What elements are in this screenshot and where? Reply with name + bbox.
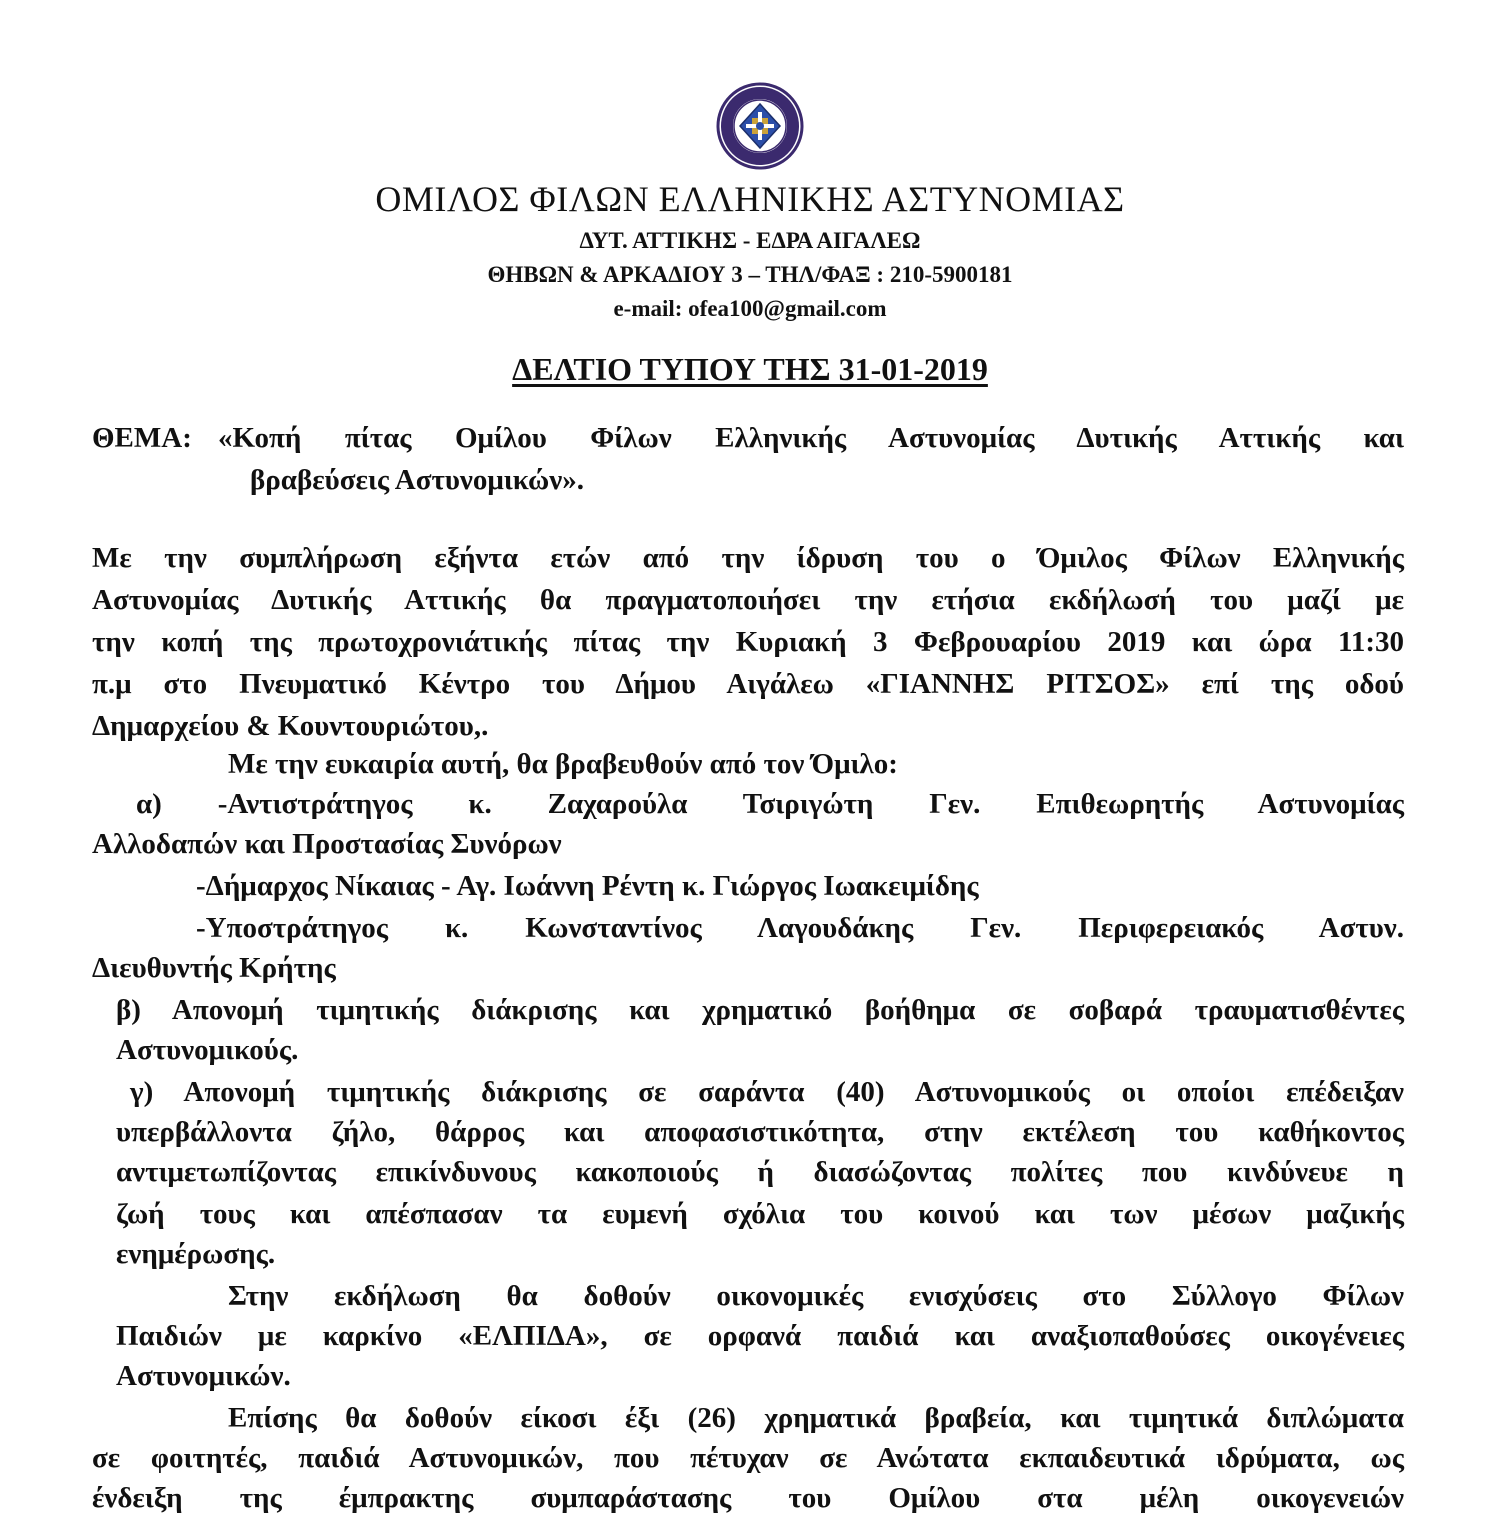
award-item-a-line: Αλλοδαπών και Προστασίας Συνόρων bbox=[92, 828, 562, 860]
award-item-b-line: Αστυνομικούς. bbox=[116, 1034, 299, 1066]
subject-label: ΘΕΜΑ: bbox=[92, 422, 192, 454]
awards-intro: Με την ευκαιρία αυτή, θα βραβευθούν από τον Όμιλο: bbox=[228, 748, 898, 780]
donations-line: Στην εκδήλωση θα δοθούν οικονομικές ενισχύσεις στο Σύλλογο Φίλων bbox=[228, 1280, 1404, 1312]
award-item-a-line: α) -Αντιστράτηγος κ. Ζαχαρούλα Τσιριγώτη Γεν. Επιθεωρητής Αστυνομίας bbox=[136, 788, 1404, 820]
address-line: ΘΗΒΩΝ & ΑΡΚΑΔΙΟΥ 3 – ΤΗΛ/ΦΑΞ : 210-5900181 bbox=[487, 262, 1013, 287]
award-item-c-line: ζωή τους και απέσπασαν τα ευμενή σχόλια του κοινού και των μέσων μαζικής bbox=[116, 1198, 1404, 1230]
region-line: ΔΥΤ. ΑΤΤΙΚΗΣ - ΕΔΡΑ ΑΙΓΑΛΕΩ bbox=[579, 228, 921, 253]
intro-line: Με την συμπλήρωση εξήντα ετών από την ίδρυση του ο Όμιλος Φίλων Ελληνικής bbox=[92, 542, 1404, 574]
subject-line: «Κοπή πίτας Ομίλου Φίλων Ελληνικής Αστυνομίας Δυτικής Αττικής και bbox=[218, 422, 1404, 454]
award-item-c-line: γ) Απονομή τιμητικής διάκρισης σε σαράντα (40) Αστυνομικούς οι οποίοι επέδειξαν bbox=[130, 1076, 1404, 1108]
intro-line: την κοπή της πρωτοχρονιάτικής πίτας την Κυριακή 3 Φεβρουαρίου 2019 και ώρα 11:30 bbox=[92, 626, 1404, 658]
donations-line: Παιδιών με καρκίνο «ΕΛΠΙΔΑ», σε ορφανά παιδιά και αναξιοπαθούσες οικογένειες bbox=[116, 1320, 1404, 1352]
award-item-c-line: αντιμετωπίζοντας επικίνδυνους κακοποιούς ή διασώζοντας πολίτες που κινδύνευε η bbox=[116, 1156, 1404, 1188]
subject-line: βραβεύσεις Αστυνομικών». bbox=[250, 464, 584, 496]
intro-line: Δημαρχείου & Κουντουριώτου,. bbox=[92, 710, 489, 742]
award-item-a3-line: -Υποστράτηγος κ. Κωνσταντίνος Λαγουδάκης Γεν. Περιφερειακός Αστυν. bbox=[196, 912, 1404, 944]
intro-line: Αστυνομίας Δυτικής Αττικής θα πραγματοποιήσει την ετήσια εκδήλωσή του μαζί με bbox=[92, 584, 1404, 616]
police-emblem-icon bbox=[716, 82, 804, 170]
intro-line: π.μ στο Πνευματικό Κέντρο του Δήμου Αιγάλεω «ΓΙΑΝΝΗΣ ΡΙΤΣΟΣ» επί της οδού bbox=[92, 668, 1404, 700]
scholarships-line: ένδειξη της έμπρακτης συμπαράστασης του Ομίλου στα μέλη οικογενειών bbox=[92, 1482, 1404, 1514]
organization-name: ΟΜΙΛΟΣ ΦΙΛΩΝ ΕΛΛΗΝΙΚΗΣ ΑΣΤΥΝΟΜΙΑΣ bbox=[375, 179, 1125, 219]
award-item-c-line: ενημέρωσης. bbox=[116, 1238, 276, 1270]
award-item-a3-line: Διευθυντής Κρήτης bbox=[92, 952, 336, 984]
award-item-c-line: υπερβάλλοντα ζήλο, θάρρος και αποφασιστικότητα, στην εκτέλεση του καθήκοντος bbox=[116, 1116, 1404, 1148]
press-release-title: ΔΕΛΤΙΟ ΤΥΠΟΥ ΤΗΣ 31-01-2019 bbox=[512, 351, 988, 387]
donations-line: Αστυνομικών. bbox=[116, 1360, 291, 1392]
award-item-b-line: β) Απονομή τιμητικής διάκρισης και χρηματικό βοήθημα σε σοβαρά τραυματισθέντες bbox=[116, 994, 1404, 1026]
award-item-a2: -Δήμαρχος Νίκαιας - Αγ. Ιωάννη Ρέντη κ. Γιώργος Ιωακειμίδης bbox=[196, 870, 979, 902]
email-line: e-mail: ofea100@gmail.com bbox=[613, 296, 887, 321]
emblem-graphic bbox=[716, 82, 804, 170]
scholarships-line: Επίσης θα δοθούν είκοσι έξι (26) χρηματικά βραβεία, και τιμητικά διπλώματα bbox=[228, 1402, 1404, 1434]
scholarships-line: σε φοιτητές, παιδιά Αστυνομικών, που πέτυχαν σε Ανώτατα εκπαιδευτικά ιδρύματα, ως bbox=[92, 1442, 1404, 1474]
